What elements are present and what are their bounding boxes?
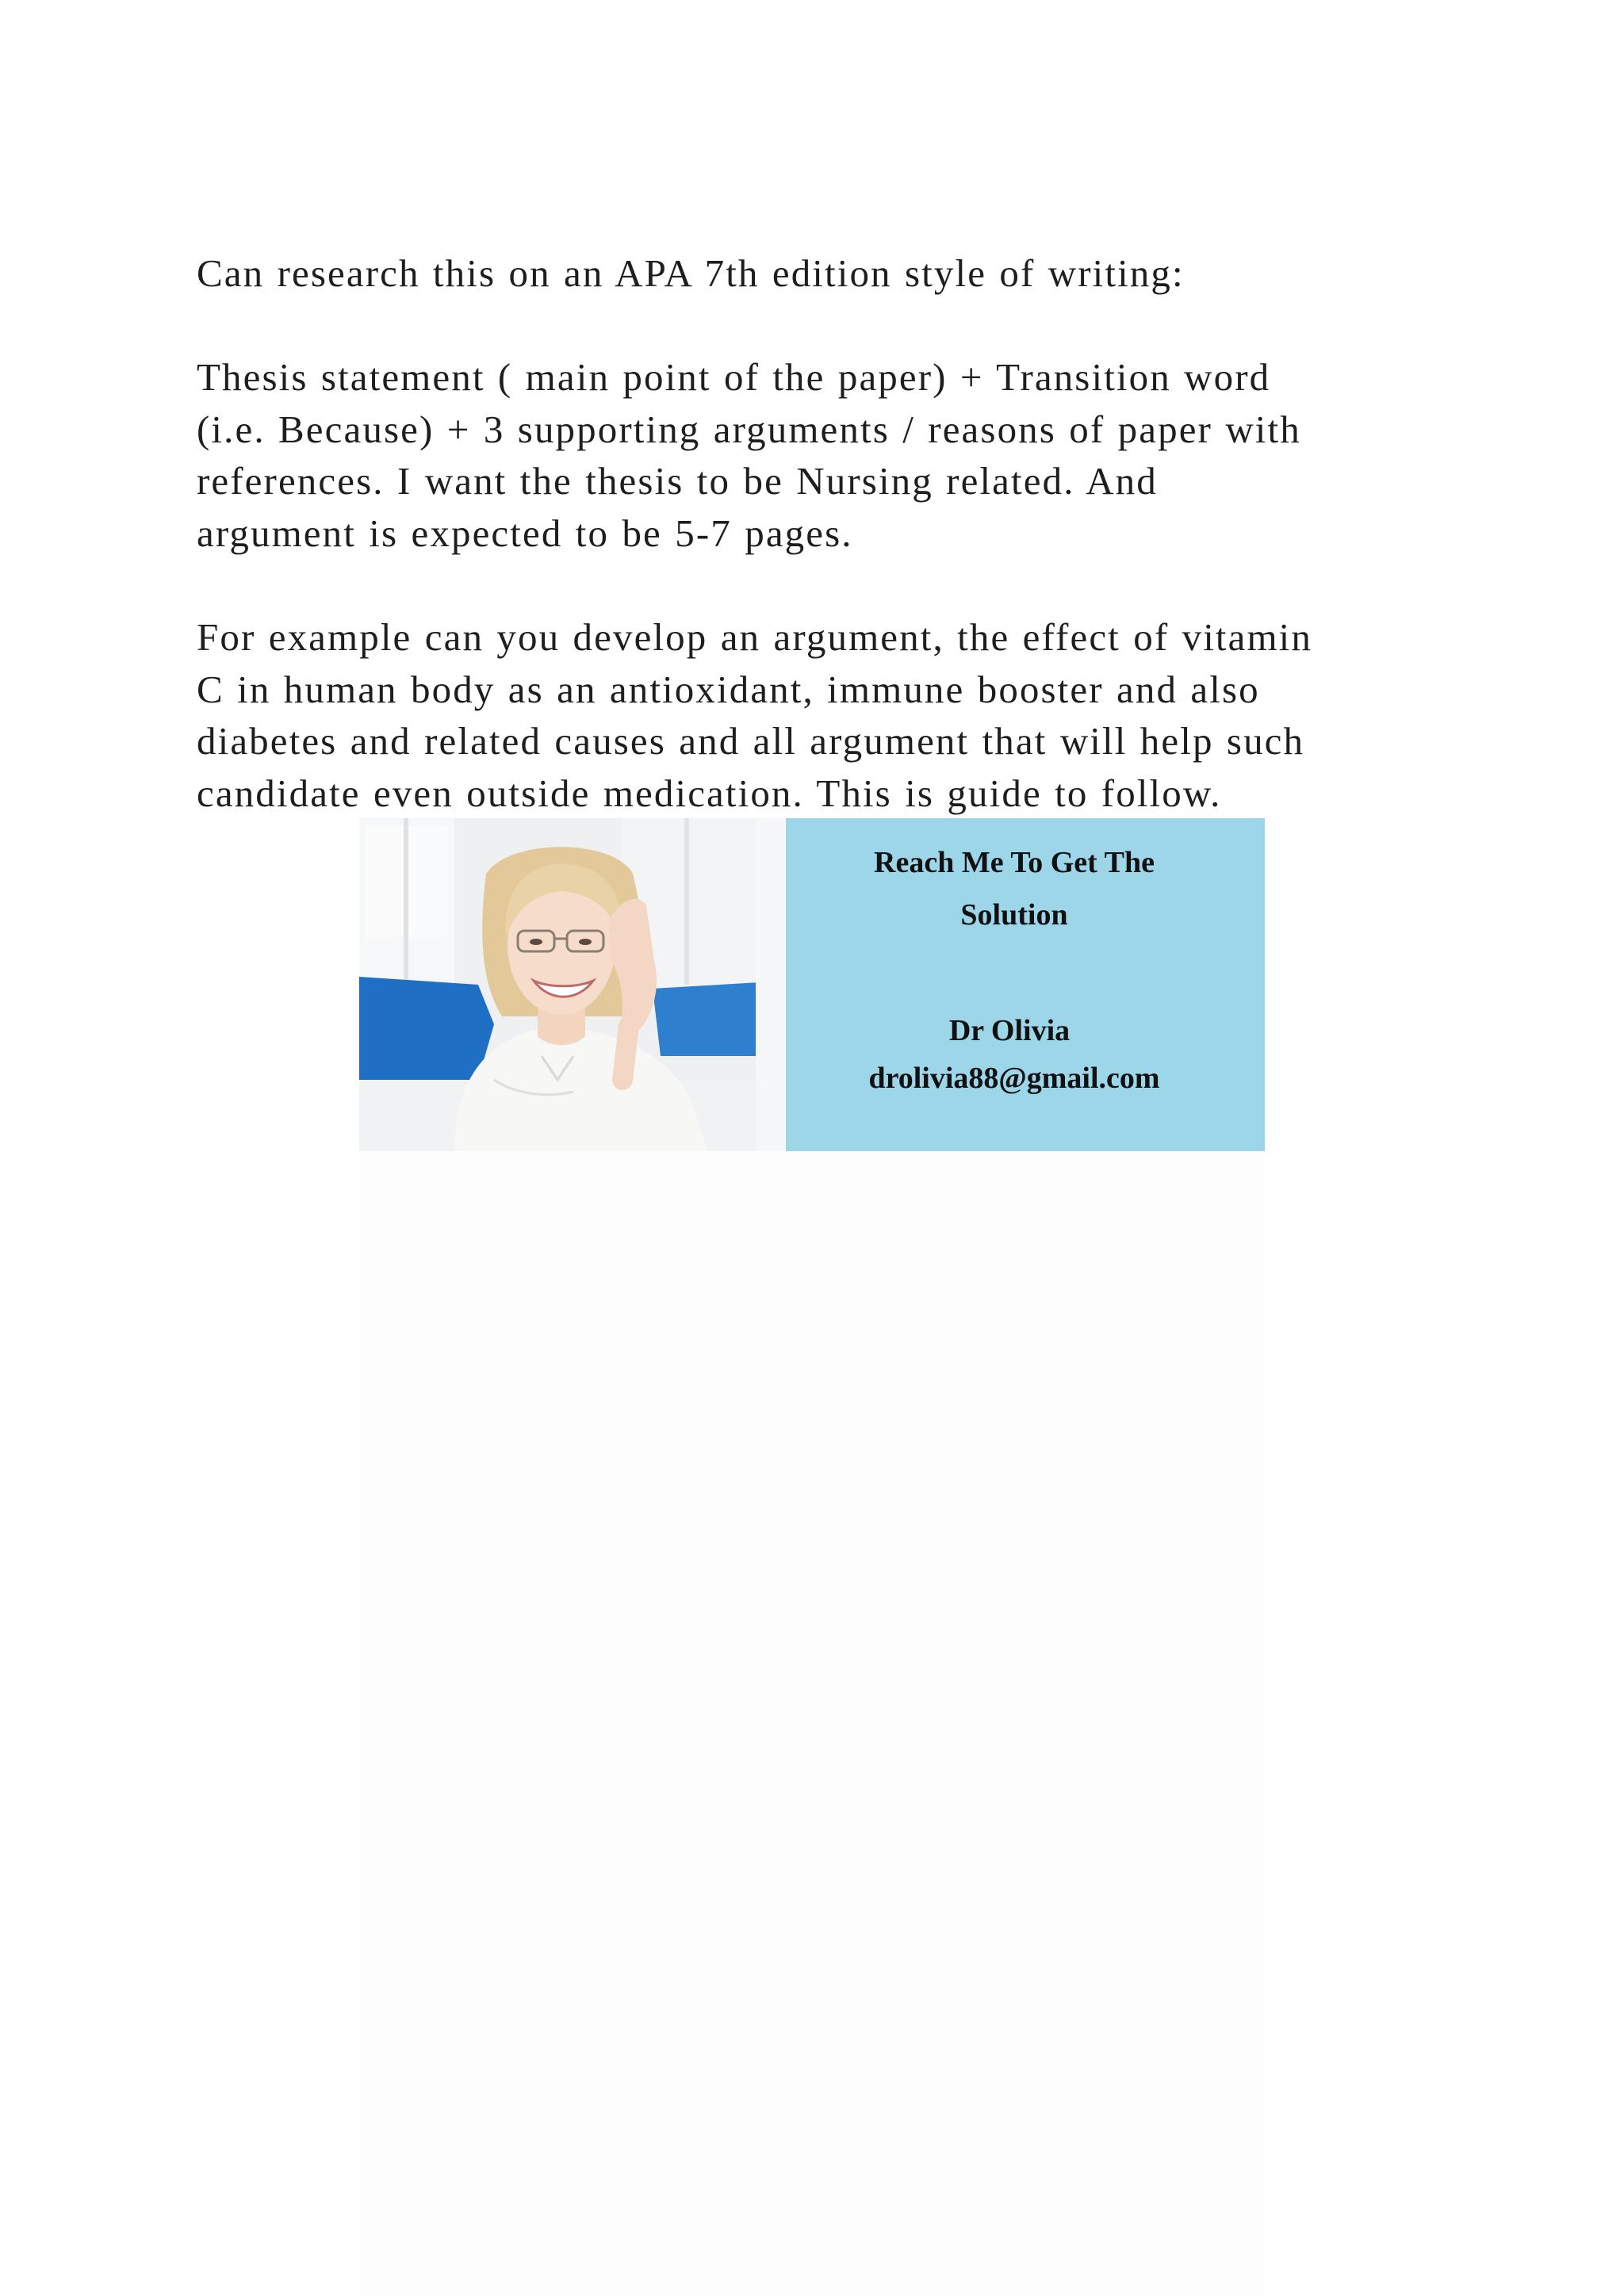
thesis-paragraph bbox=[197, 351, 1465, 559]
text-line: C in human body as an antioxidant, immune booster and also bbox=[197, 667, 1260, 711]
example-paragraph bbox=[197, 611, 1465, 819]
faint-image-shadow bbox=[359, 1151, 1265, 2296]
text-line: (i.e. Because) + 3 supporting arguments / reasons of paper with bbox=[197, 407, 1301, 451]
woman-illustration bbox=[359, 818, 786, 1151]
call-to-action-line: Solution bbox=[960, 898, 1068, 932]
call-to-action-line: Reach Me To Get The bbox=[874, 846, 1155, 879]
contact-card bbox=[786, 818, 1265, 1151]
text-line: Thesis statement ( main point of the paper) + Transition word bbox=[197, 355, 1271, 399]
contact-banner bbox=[359, 818, 1265, 1151]
text-line: argument is expected to be 5-7 pages. bbox=[197, 511, 853, 555]
heading-paragraph bbox=[197, 247, 1465, 300]
text-line: Can research this on an APA 7th edition style of writing: bbox=[197, 251, 1185, 295]
text-line: For example can you develop an argument, the effect of vitamin bbox=[197, 615, 1312, 659]
text-line: references. I want the thesis to be Nursing related. And bbox=[197, 459, 1158, 503]
contact-name: Dr Olivia bbox=[948, 1014, 1071, 1047]
text-line: candidate even outside medication. This is guide to follow. bbox=[197, 771, 1222, 815]
text-line: diabetes and related causes and all argument that will help such bbox=[197, 719, 1305, 763]
contact-email: drolivia88@gmail.com bbox=[868, 1062, 1160, 1095]
smiling-woman-photo bbox=[359, 818, 786, 1151]
